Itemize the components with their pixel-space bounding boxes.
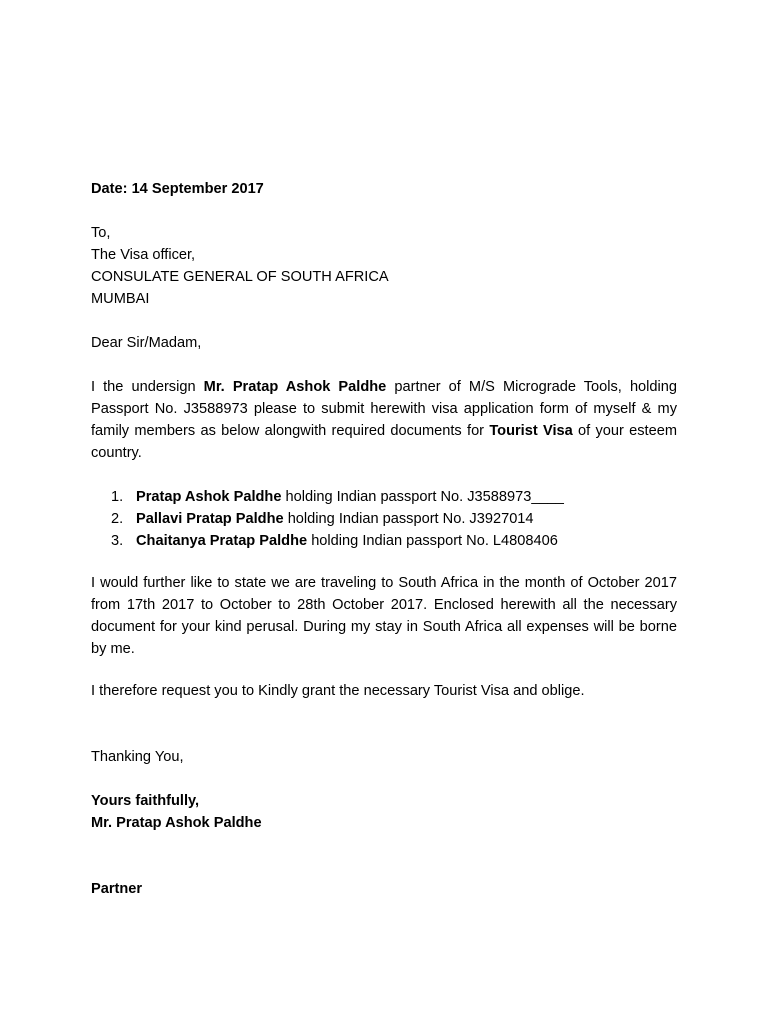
letter-body — [91, 178, 677, 900]
salutation: Dear Sir/Madam, — [91, 335, 202, 351]
intro-part1: I the undersign — [91, 379, 204, 395]
signatory-name: Mr. Pratap Ashok Paldhe — [91, 815, 262, 831]
intro-name: Mr. Pratap Ashok Paldhe — [203, 379, 387, 395]
closing-block — [91, 790, 677, 834]
address-to: To, — [91, 225, 111, 241]
intro-visa: Tourist Visa — [489, 423, 573, 439]
address-organization: CONSULATE GENERAL OF SOUTH AFRICA — [91, 269, 389, 285]
intro-part2: partner of M/S Micrograde Tools, holding Passport No. J3588973 please to submit herewith visa application form of myself & my family members as below alongwith required documents for — [91, 379, 678, 439]
date-value: 14 September 2017 — [131, 181, 264, 197]
recipient-address — [91, 222, 677, 310]
signatory-title: Partner — [91, 881, 143, 897]
list-item-text: holding Indian passport No. J3927014 — [283, 511, 534, 527]
list-item-number: 3. — [111, 533, 124, 549]
intro-part3: of your esteem country. — [91, 423, 677, 461]
date-label: Date: — [91, 181, 128, 197]
list-item — [91, 530, 677, 552]
list-item-text: holding Indian passport No. J3588973____ — [281, 489, 564, 505]
list-item — [91, 486, 677, 508]
travel-paragraph: I would further like to state we are traveling to South Africa in the month of October 2017 from 17th 2017 to October to 28th October 2017. Enclosed herewith all the necessary document for your kind perusal. During my stay in South Africa all expenses will be borne by me. — [91, 575, 677, 657]
list-item — [91, 508, 677, 530]
closing-line: Yours faithfully, — [91, 793, 200, 809]
list-item-name: Chaitanya Pratap Paldhe — [136, 533, 308, 549]
list-item-number: 1. — [111, 489, 124, 505]
list-item-number: 2. — [111, 511, 124, 527]
intro-paragraph — [91, 376, 677, 464]
thanks-line: Thanking You, — [91, 749, 184, 765]
list-item-name: Pallavi Pratap Paldhe — [136, 511, 284, 527]
request-line: I therefore request you to Kindly grant the necessary Tourist Visa and oblige. — [91, 683, 585, 699]
list-item-text: holding Indian passport No. L4808406 — [307, 533, 558, 549]
letter-date — [91, 178, 677, 200]
list-item-name: Pratap Ashok Paldhe — [136, 489, 282, 505]
family-member-list — [91, 486, 677, 552]
address-city: MUMBAI — [91, 291, 150, 307]
address-recipient: The Visa officer, — [91, 247, 196, 263]
